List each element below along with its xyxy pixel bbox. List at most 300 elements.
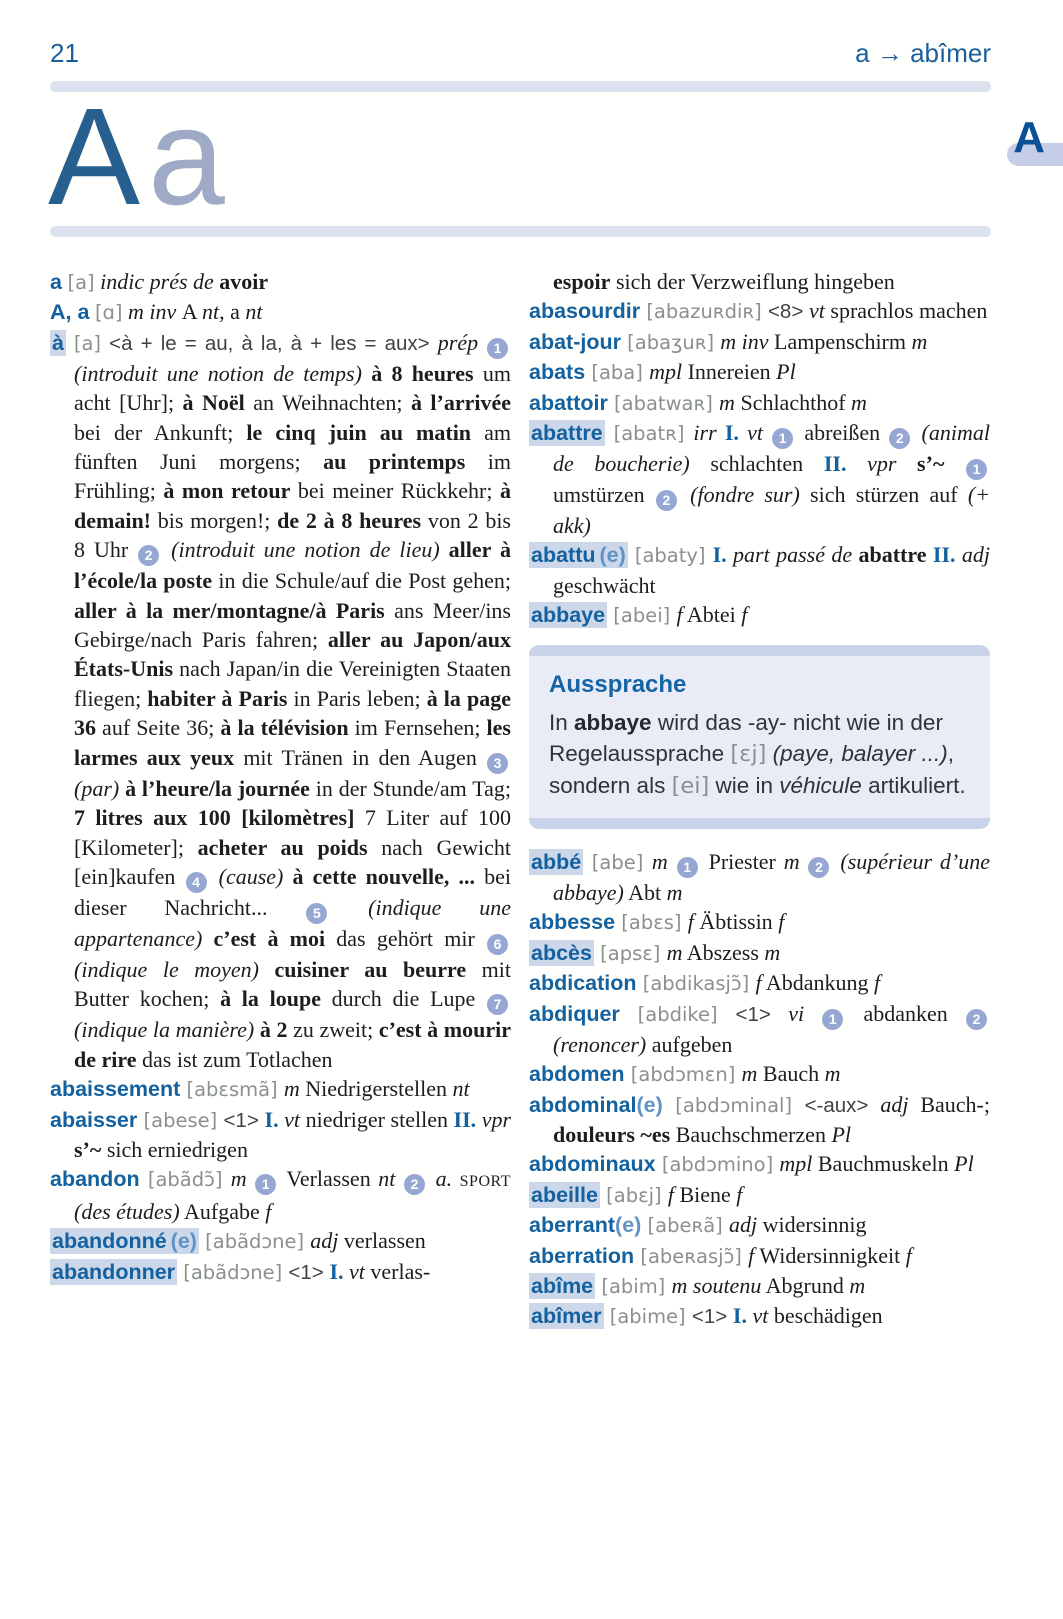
grammar-label: vt (284, 1106, 301, 1132)
headword: abdominal (529, 1092, 637, 1117)
translation-text: um acht [Uhr]; (74, 360, 511, 416)
translation-text: Abtei (682, 602, 742, 628)
guide-words: a → abîmer (855, 38, 991, 68)
example-phrase: abattre (858, 542, 933, 568)
translation-text: an Weihnachten; (244, 390, 411, 416)
dictionary-entry (529, 1059, 990, 1089)
grammar-label: Pl (954, 1151, 974, 1177)
dictionary-entry (529, 600, 990, 630)
translation-text: bis morgen!; (151, 507, 278, 533)
phonetic-transcription: [a] (67, 271, 95, 294)
translation-text: sich erniedrigen (101, 1136, 248, 1162)
translation-text: niedriger stellen (300, 1106, 454, 1132)
headword: abandonner (52, 1259, 176, 1284)
phonetic-transcription: [abdike] (619, 1002, 736, 1026)
phonetic-transcription: [abese] (137, 1108, 224, 1132)
example-phrase: s’~ (74, 1136, 102, 1162)
translation-text: schlachten (689, 451, 824, 477)
conjugation-info: <1> (288, 1260, 330, 1284)
grammar-label: f (265, 1198, 272, 1224)
phonetic-transcription: [abdɔminal] (662, 1093, 805, 1117)
translation-text: Abgrund (761, 1272, 850, 1298)
headword: abattu (531, 543, 596, 568)
grammar-label: m (783, 849, 808, 875)
dictionary-entry (529, 1149, 990, 1179)
grammar-label: (introduit une notion de temps) (74, 360, 372, 386)
translation-text: Bauch-; (908, 1091, 990, 1117)
phonetic-transcription: [abdikasjɔ̃] (636, 972, 756, 996)
grammar-label: vt (747, 420, 772, 446)
roman-numeral: II. (823, 451, 868, 477)
grammar-label: m (666, 939, 683, 965)
headword-suffix: (e) (615, 1213, 642, 1238)
translation-text: im Fernsehen; (348, 715, 487, 741)
grammar-label: adj (880, 1091, 909, 1117)
capital-letter: A (48, 80, 141, 234)
phonetic-transcription: [abdɔmɛn] (624, 1063, 742, 1087)
phonetic-transcription: [abazuʀdiʀ] (640, 300, 768, 324)
example-phrase: à l’arrivée (410, 390, 512, 416)
translation-text: Abdankung (761, 970, 875, 996)
sense-number-badge: 1 (772, 428, 793, 449)
headword: a (50, 270, 62, 294)
phonetic-transcription: [abãdɔ̃] (139, 1168, 231, 1192)
translation-text: sprachlos machen (824, 298, 988, 324)
headword: abattoir (529, 390, 608, 415)
example-phrase: acheter au poids (197, 834, 368, 860)
example-phrase: c’est à moi (213, 925, 326, 951)
translation-text: bei meiner Rückkehr; (290, 478, 500, 504)
phonetic-transcription: [apsɛ] (593, 941, 667, 965)
example-phrase: aller au Japon/aux États-Unis (74, 627, 511, 682)
dictionary-entry (50, 328, 511, 1074)
translation-text: widersinnig (757, 1212, 867, 1238)
translation-text: , a (219, 299, 246, 325)
grammar-label: m inv (122, 299, 182, 325)
example-phrase: à Noël (182, 390, 245, 416)
headword: abaissement (50, 1077, 181, 1102)
dictionary-entry (529, 999, 990, 1059)
dictionary-entry (529, 1090, 990, 1150)
translation-text: Innereien (682, 359, 777, 385)
grammar-label: vt (809, 298, 825, 324)
conjugation-info: <8> (767, 300, 809, 324)
grammar-label: vpr (481, 1106, 512, 1132)
headword: abdiquer (529, 1001, 620, 1026)
grammar-label: (cause) (209, 863, 293, 889)
alphabet-tab (997, 113, 1063, 170)
translation-text: Aufgabe (179, 1198, 266, 1224)
translation-text: abreißen (796, 420, 889, 446)
roman-numeral: II. (932, 542, 962, 568)
translation-text: Widersinnigkeit (754, 1242, 906, 1268)
grammar-label: nt (245, 299, 263, 325)
grammar-label: m (719, 389, 735, 415)
headword-suffix: (e) (170, 1229, 197, 1254)
dictionary-entry (50, 1164, 511, 1226)
infobox-italic: véhicule (779, 773, 862, 799)
phonetic-transcription: [abim] (595, 1274, 672, 1298)
grammar-label: adj (310, 1228, 339, 1254)
translation-text: Abt (623, 880, 667, 906)
phonetic-transcription: [abɛsmã] (180, 1078, 284, 1102)
dictionary-entry (529, 1271, 990, 1301)
phonetic-transcription: [abaty] (627, 544, 713, 568)
phonetic-transcription: [abime] (603, 1305, 692, 1329)
sense-number-badge: 2 (138, 545, 159, 566)
conjugation-info: <1> (691, 1305, 733, 1329)
sense-number-badge: 1 (677, 857, 698, 878)
grammar-label: f (874, 970, 881, 996)
grammar-label: f (676, 602, 683, 628)
translation-text (66, 330, 74, 355)
infobox-text: wie in (709, 773, 780, 799)
subject-label: SPORT (459, 1173, 511, 1191)
headword: abandon (50, 1167, 140, 1192)
conjugation-info: <1> (735, 1002, 789, 1026)
example-phrase: c’est à mourir de rire (74, 1017, 511, 1072)
grammar-label: f (778, 909, 785, 935)
translation-text: Bauchschmerzen (670, 1121, 832, 1147)
headword: abbesse (529, 910, 616, 935)
grammar-label: f (905, 1242, 912, 1268)
grammar-label: m (741, 1061, 758, 1087)
phonetic-transcription: [abatwaʀ] (607, 391, 720, 415)
translation-text: mit Butter kochen; (74, 956, 511, 1012)
headword: abeille (531, 1182, 598, 1207)
infobox-text: artikuliert. (861, 773, 966, 799)
dictionary-entry (529, 388, 990, 418)
translation-text: Schlachthof (734, 389, 852, 415)
grammar-label: part passé de (733, 542, 859, 568)
translation-text: in Paris leben; (287, 685, 427, 711)
grammar-label: vt (349, 1258, 365, 1284)
lowercase-letter: a (148, 80, 225, 234)
phonetic-transcription: [abaʒuʀ] (620, 330, 721, 354)
conjugation-info: <-aux> (804, 1093, 881, 1117)
grammar-label: irr (693, 420, 725, 446)
translation-text: Bauch (757, 1061, 825, 1087)
headword: abdication (529, 971, 637, 996)
translation-text: umstürzen (553, 482, 655, 508)
grammar-label: m inv (720, 328, 769, 354)
grammar-label: (introduit une notion de lieu) (162, 537, 449, 563)
sense-number-badge: 4 (186, 872, 207, 893)
example-phrase: aller à la mer/montagne/à Paris (74, 597, 385, 623)
grammar-label: adj (961, 542, 991, 568)
translation-text: sich stürzen auf (799, 482, 968, 508)
headword: abdominaux (529, 1152, 656, 1177)
headword: abbé (531, 850, 582, 875)
grammar-label: m soutenu (671, 1272, 762, 1298)
content-columns (50, 267, 990, 1332)
dictionary-entry (529, 540, 990, 600)
grammar-label: f (741, 602, 748, 628)
dictionary-entry (529, 938, 990, 968)
headword: A, a (50, 300, 90, 325)
phonetic-transcription: [aba] (585, 361, 650, 385)
infobox-italic: (paye, balayer ...) (772, 741, 948, 767)
headword: abbaye (531, 603, 606, 628)
headword: abdomen (529, 1062, 625, 1087)
sense-number-badge: 6 (487, 934, 508, 955)
translation-text: Niedrigerstellen (299, 1076, 453, 1102)
roman-numeral: I. (732, 1303, 753, 1329)
dictionary-entry (529, 1180, 990, 1210)
grammar-label: nt (201, 299, 220, 325)
dictionary-entry (529, 327, 990, 357)
grammar-label: m (911, 328, 928, 354)
roman-numeral: I. (724, 420, 748, 446)
translation-text: abdanken (846, 1000, 965, 1026)
headword: à (52, 330, 64, 355)
example-phrase: les larmes aux yeux (74, 715, 511, 770)
phonetic-transcription: [abãdɔne] (177, 1260, 289, 1284)
translation-text: sich der Verzweiflung hingeben (610, 269, 895, 294)
pronunciation-infobox (529, 645, 990, 829)
example-phrase: 7 litres aux 100 [kilomètres] (74, 805, 355, 831)
dictionary-entry (50, 1105, 511, 1165)
grammar-label: nt (378, 1166, 403, 1192)
entry-continuation (529, 267, 990, 296)
example-phrase: à 8 heures (371, 360, 474, 386)
phonetic-transcription: [abɛj] (599, 1183, 668, 1207)
dictionary-entry (529, 907, 990, 937)
translation-text: das gehört mir (325, 925, 486, 951)
dictionary-entry (529, 847, 990, 907)
sense-number-badge: 1 (487, 338, 508, 359)
example-phrase: avoir (219, 269, 269, 294)
translation-text: in die Schule/auf die Post gehen; (212, 568, 511, 594)
headword: abîme (531, 1273, 594, 1298)
sense-number-badge: 2 (808, 857, 829, 878)
dictionary-entry (50, 267, 511, 297)
grammar-label: f (755, 970, 762, 996)
sense-number-badge: 2 (889, 428, 910, 449)
example-phrase: espoir (553, 269, 611, 294)
example-phrase: au printemps (323, 449, 466, 475)
headword-suffix: (e) (636, 1092, 663, 1117)
sense-number-badge: 2 (404, 1174, 425, 1195)
grammar-label: nt (452, 1076, 470, 1102)
translation-text: A (181, 299, 202, 325)
translation-text: Lampenschirm (768, 328, 912, 354)
grammar-label: (indique la manière) (74, 1017, 260, 1043)
grammar-label: (renoncer) (553, 1031, 647, 1057)
phonetic-transcription: [abe] (583, 851, 652, 875)
grammar-label: vt (752, 1303, 769, 1329)
grammar-label: f (687, 909, 694, 935)
grammar-label: Pl (831, 1121, 852, 1147)
grammar-label: a. (427, 1166, 460, 1192)
left-column (50, 267, 511, 1332)
headword: abats (529, 360, 586, 385)
translation-text: von 2 bis 8 Uhr (74, 507, 511, 563)
sense-number-badge: 1 (255, 1174, 276, 1195)
page-header (0, 0, 1063, 69)
example-phrase: habiter à Paris (147, 685, 288, 711)
translation-text: beschädigen (768, 1303, 883, 1329)
grammar-label: vi (788, 1000, 822, 1026)
example-phrase: aller à l’école/la poste (74, 537, 512, 594)
tab-letter: A (1013, 113, 1045, 162)
translation-text: 7 Liter auf 100 [Kilometer]; (74, 805, 511, 860)
dictionary-entry (50, 297, 511, 327)
grammar-label: (supérieur d’une abbaye) (553, 849, 991, 906)
headword-suffix: (e) (599, 543, 626, 568)
translation-text: bei dieser Nachricht... (74, 863, 511, 920)
grammar-label: f (736, 1181, 743, 1207)
grammar-label: m (764, 939, 781, 965)
example-phrase: à l’heure/la journée (125, 775, 310, 801)
grammar-label: (par) (74, 775, 126, 801)
translation-text: im Frühling; (74, 449, 512, 504)
sense-number-badge: 1 (966, 459, 987, 480)
grammar-label: indic prés de (94, 269, 220, 294)
example-phrase: à 2 (259, 1017, 288, 1043)
translation-text: Äbtissin (693, 909, 779, 935)
infobox-text: , sondern als (549, 741, 954, 799)
sense-number-badge: 7 (487, 994, 508, 1015)
translation-text: Abszess (682, 939, 765, 965)
grammar-label: m (666, 880, 683, 906)
translation-text: zu zweit; (287, 1017, 379, 1043)
example-phrase: s’~ (896, 451, 966, 477)
translation-text: nach Japan/in die Vereinigten Staaten fliegen; (74, 656, 511, 711)
roman-numeral: I. (712, 542, 734, 568)
translation-text: ans Meer/ins Gebirge/nach Paris fahren; (74, 597, 511, 653)
infobox-bold-word: abbaye (574, 710, 652, 736)
phonetic-transcription: [abeʀasjɔ̃] (634, 1244, 749, 1268)
roman-numeral: I. (264, 1106, 285, 1132)
translation-text: am fünften Juni morgens; (74, 419, 511, 475)
example-phrase: à la loupe (220, 986, 321, 1012)
translation-text: das ist zum Totlachen (136, 1046, 333, 1072)
grammar-label: Pl (776, 359, 796, 385)
headword: abattre (531, 421, 603, 446)
grammar-label: mpl (779, 1151, 813, 1177)
translation-text: durch die Lupe (320, 986, 486, 1012)
sense-number-badge: 2 (966, 1009, 987, 1030)
conjugation-info: <à + le = au, à la, à + les = aux> (101, 331, 438, 355)
infobox-title: Aussprache (549, 670, 687, 698)
dictionary-entry (529, 1301, 990, 1331)
translation-text: Biene (673, 1181, 737, 1207)
grammar-label: (indique une appartenance) (74, 894, 511, 951)
grammar-label: vpr (867, 451, 897, 477)
dictionary-entry (50, 1257, 511, 1287)
grammar-label: m (651, 849, 676, 875)
dictionary-entry (529, 296, 990, 326)
translation-text: Priester (700, 849, 784, 875)
headword: aberrant (529, 1213, 616, 1238)
translation-text: mit Tränen in den Augen (234, 744, 487, 770)
example-phrase: douleurs ~es (553, 1121, 671, 1147)
page-number: 21 (50, 38, 79, 68)
translation-text: Verlassen (279, 1166, 379, 1192)
sense-number-badge: 2 (656, 490, 677, 511)
dictionary-entry (50, 1226, 511, 1256)
infobox-body (549, 707, 970, 802)
translation-text: verlas- (364, 1258, 431, 1284)
headword: abîmer (531, 1304, 602, 1329)
roman-numeral: II. (453, 1106, 482, 1132)
example-phrase: de 2 à 8 heures (277, 507, 422, 533)
headword: abat-jour (529, 329, 621, 354)
grammar-label: m (824, 1061, 841, 1087)
example-phrase: à demain! (74, 478, 511, 533)
example-phrase: à cette nouvelle, ... (292, 863, 475, 889)
roman-numeral: I. (329, 1258, 349, 1284)
translation-text: in der Stunde/am Tag; (309, 775, 512, 801)
grammar-label: mpl (649, 359, 683, 385)
headword: abandonné (52, 1229, 167, 1254)
translation-text: Bauchmuskeln (812, 1151, 955, 1177)
grammar-label: prép (437, 329, 486, 355)
phonetic-transcription: [abatʀ] (604, 422, 694, 446)
dictionary-entry (529, 1241, 990, 1271)
grammar-label: f (748, 1242, 755, 1268)
translation-text: auf Seite 36; (96, 715, 221, 741)
grammar-label: (animal de boucherie) (553, 420, 990, 477)
letter-heading (48, 80, 1063, 234)
example-phrase: le cinq juin au matin (246, 419, 472, 445)
grammar-label: (fondre sur) (679, 482, 800, 508)
translation-text: nach Gewicht [ein]kaufen (74, 834, 511, 889)
dictionary-entry (529, 1210, 990, 1240)
grammar-label: adj (728, 1212, 758, 1238)
sense-number-badge: 3 (487, 753, 508, 774)
grammar-label: m (849, 1272, 866, 1298)
translation-text: verlassen (338, 1228, 426, 1254)
dictionary-entry (529, 968, 990, 998)
grammar-label: (des études) (74, 1198, 180, 1224)
infobox-text: wird das -ay- nicht wie in der Regelaussprache (549, 710, 943, 767)
right-column (529, 267, 990, 1332)
example-phrase: à la page 36 (74, 685, 511, 741)
headword: abaisser (50, 1107, 138, 1132)
example-phrase: à mon retour (163, 478, 291, 504)
infobox-phonetic: [ɛj] (730, 741, 767, 768)
phonetic-transcription: [abei] (607, 604, 677, 628)
infobox-text: In (549, 710, 575, 736)
grammar-label: m (851, 389, 867, 415)
headword: abcès (531, 940, 592, 965)
dictionary-entry (529, 357, 990, 387)
infobox-phonetic: [ei] (671, 773, 710, 800)
grammar-label: f (667, 1181, 674, 1207)
example-phrase: cuisiner au beurre (274, 956, 467, 982)
grammar-label: m (230, 1166, 255, 1192)
grammar-label: (+ akk) (553, 482, 990, 539)
sense-number-badge: 5 (306, 903, 327, 924)
headword: aberration (529, 1243, 635, 1268)
translation-text: bei der Ankunft; (74, 419, 247, 445)
dictionary-entry (529, 418, 990, 540)
conjugation-info: <1> (223, 1108, 265, 1132)
dictionary-entry (50, 1074, 511, 1104)
phonetic-transcription: [abdɔmino] (655, 1153, 780, 1177)
headword: abasourdir (529, 299, 641, 324)
phonetic-transcription: [abeʀã] (641, 1214, 729, 1238)
phonetic-transcription: [abãdɔne] (198, 1230, 311, 1254)
grammar-label: (indique le moyen) (74, 956, 275, 982)
right-column-top (529, 267, 990, 631)
translation-text: geschwächt (553, 572, 656, 598)
translation-text: aufgeben (646, 1031, 733, 1057)
sense-number-badge: 1 (822, 1009, 843, 1030)
phonetic-transcription: [a] (73, 331, 102, 355)
